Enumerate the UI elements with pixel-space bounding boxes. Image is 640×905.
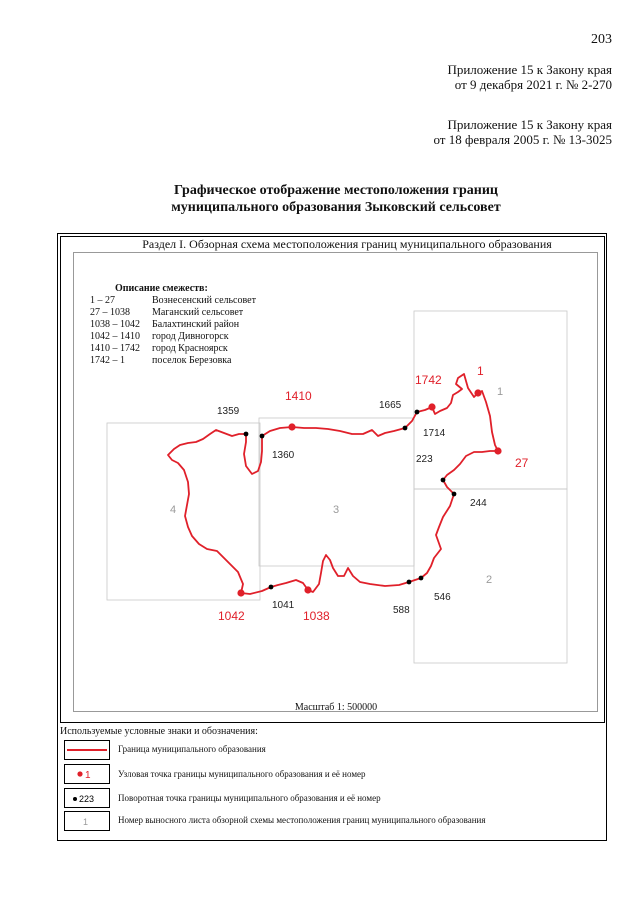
adjacency-heading: Описание смежеств: xyxy=(115,283,208,294)
adjacency-name: Вознесенский сельсовет xyxy=(152,295,256,306)
node-point-marker xyxy=(288,423,295,430)
sheet-number-2: 2 xyxy=(486,574,493,586)
adjacency-range: 1 – 27 xyxy=(90,295,115,306)
sheet-number-1: 1 xyxy=(497,386,504,398)
node-point-label: 1410 xyxy=(285,389,312,403)
adjacency-name: Балахтинский район xyxy=(152,319,240,330)
sheet-1-frame xyxy=(414,311,567,489)
turn-point-label: 546 xyxy=(434,592,451,603)
adjacency-name: Маганский сельсовет xyxy=(152,307,244,318)
adjacency-range: 27 – 1038 xyxy=(90,307,130,318)
adjacency-range: 1038 – 1042 xyxy=(90,319,140,330)
turn-point-marker xyxy=(419,576,424,581)
legend-text-boundary: Граница муниципального образования xyxy=(118,744,266,754)
turn-point-label: 1360 xyxy=(272,450,295,461)
adjacency-row xyxy=(90,343,228,355)
legend-text-sheet: Номер выносного листа обзорной схемы местоположения границ муниципального образования xyxy=(118,815,486,825)
legend-swatch-boundary xyxy=(64,740,110,760)
turn-point-label: 1714 xyxy=(423,428,446,439)
sheet-4-frame xyxy=(107,423,260,600)
turn-point-marker xyxy=(407,580,412,585)
turn-point-marker xyxy=(244,432,249,437)
adjacency-row xyxy=(90,355,231,367)
node-point-label: 1 xyxy=(477,364,484,378)
legend-sheet-sample: 1 xyxy=(83,817,89,827)
page-title-line2: муниципального образования Зыковский сельсовет xyxy=(171,200,501,215)
adjacency-row xyxy=(90,331,229,343)
adjacency-row xyxy=(90,295,256,307)
node-point-label: 1042 xyxy=(218,609,245,623)
section-title: Раздел I. Обзорная схема местоположения границ муниципального образования xyxy=(142,237,552,251)
legend-turn-sample: 223 xyxy=(79,794,95,804)
appendix-current-line2: от 9 декабря 2021 г. № 2-270 xyxy=(454,77,612,92)
legend-text-node-point: Узловая точка границы муниципального образования и её номер xyxy=(118,769,366,779)
turn-point-marker xyxy=(260,434,265,439)
scale-label: Масштаб 1: 500000 xyxy=(294,702,378,713)
node-point-marker xyxy=(304,586,311,593)
node-point-label: 27 xyxy=(515,456,529,470)
turn-point-label: 1665 xyxy=(379,400,402,411)
sheet-3-frame xyxy=(259,418,414,566)
turn-point-marker xyxy=(441,478,446,483)
adjacency-range: 1410 – 1742 xyxy=(90,343,140,354)
legend-swatch-sheet xyxy=(64,811,110,831)
legend-node-sample: 1 xyxy=(85,770,91,781)
adjacency-range: 1742 – 1 xyxy=(90,355,125,366)
page-number: 203 xyxy=(591,32,612,47)
turn-point-marker xyxy=(415,410,420,415)
turn-point-label: 223 xyxy=(416,454,433,465)
turn-point-label: 244 xyxy=(470,498,487,509)
node-point-marker xyxy=(494,447,501,454)
sheet-number-4: 4 xyxy=(170,504,177,516)
adjacency-row xyxy=(90,307,243,319)
appendix-original-line2: от 18 февраля 2005 г. № 13-3025 xyxy=(433,132,612,147)
legend-heading: Используемые условные знаки и обозначения: xyxy=(60,726,258,737)
turn-point-marker xyxy=(403,426,408,431)
node-point-label: 1038 xyxy=(303,609,330,623)
node-point-marker xyxy=(237,589,244,596)
turn-point-marker xyxy=(269,585,274,590)
node-point-marker xyxy=(428,403,435,410)
turn-point-label: 1359 xyxy=(217,406,240,417)
turn-point-label: 588 xyxy=(393,605,410,616)
legend-text-turn-point: Поворотная точка границы муниципального образования и её номер xyxy=(118,793,381,803)
turn-point-label: 1041 xyxy=(272,600,295,611)
legend-swatch-node-point xyxy=(64,764,110,784)
node-point-label: 1742 xyxy=(415,373,442,387)
appendix-current-line1: Приложение 15 к Закону края xyxy=(447,62,612,77)
appendix-original-line1: Приложение 15 к Закону края xyxy=(447,117,612,132)
adjacency-range: 1042 – 1410 xyxy=(90,331,140,342)
adjacency-row xyxy=(90,319,239,331)
turn-point-marker xyxy=(452,492,457,497)
node-point-marker xyxy=(474,389,481,396)
page-title-line1: Графическое отображение местоположения границ xyxy=(174,183,498,198)
adjacency-name: город Дивногорск xyxy=(152,331,229,342)
adjacency-name: поселок Березовка xyxy=(152,355,232,366)
adjacency-name: город Красноярск xyxy=(152,343,228,354)
legend-swatch-turn-point xyxy=(64,788,110,808)
sheet-number-3: 3 xyxy=(333,504,340,516)
